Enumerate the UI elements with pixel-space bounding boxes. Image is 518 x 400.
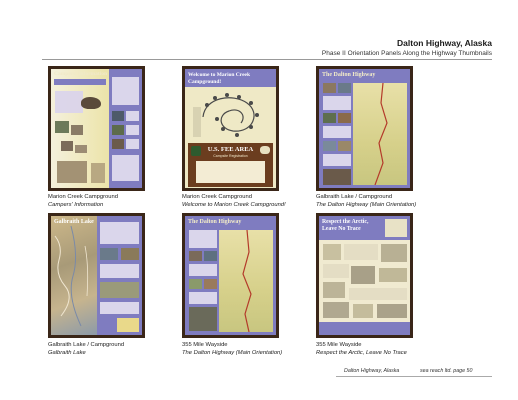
panel-title: Galbraith Lake [54, 219, 94, 225]
caption-location: 355 Mile Wayside [182, 342, 228, 348]
panel-image [319, 69, 410, 188]
fee-area-title: U.S. FEE AREA [207, 146, 254, 153]
header-rule [42, 59, 492, 60]
caption-name: Campers' Information [48, 201, 104, 208]
caption-location: Marion Creek Campground [182, 194, 252, 200]
caption-name: The Dalton Highway (Main Orientation) [316, 201, 417, 208]
thumbnail-dalton-highway-galbraith[interactable] [316, 66, 413, 191]
header-subtitle: Phase II Orientation Panels Along the Highway Thumbnails [321, 50, 492, 57]
footer-right: sea reach ltd. page 50 [420, 368, 473, 374]
footer-left: Dalton Highway, Alaska [344, 368, 400, 374]
thumbnail-dalton-highway-355[interactable] [182, 213, 279, 338]
caption-3 [316, 194, 436, 209]
caption-name: The Dalton Highway (Main Orientation) [182, 349, 283, 356]
panel-image [51, 216, 142, 335]
bear-image [81, 97, 101, 109]
route-map [219, 230, 273, 332]
route-map [353, 83, 407, 185]
panel-image [319, 216, 410, 335]
footer-rule [336, 376, 492, 377]
header-title: Dalton Highway, Alaska [397, 38, 492, 48]
thumbnail-welcome-marion-creek[interactable] [182, 66, 279, 191]
thumbnail-galbraith-lake[interactable] [48, 213, 145, 338]
thumbnail-campers-information[interactable] [48, 66, 145, 191]
caption-name: Welcome to Marion Creek Campground! [182, 201, 286, 208]
panel-title: The Dalton Highway [188, 219, 242, 225]
caption-1 [48, 194, 168, 209]
panel-image [185, 69, 276, 188]
caption-5 [182, 342, 302, 357]
fee-area-box [188, 143, 273, 187]
panel-title: Respect the Arctic, Leave No Trace [322, 219, 369, 232]
caption-location: Galbraith Lake / Campground [48, 342, 125, 348]
caption-name: Respect the Arctic, Leave No Trace [316, 349, 407, 356]
caption-2 [182, 194, 302, 209]
caption-location: Marion Creek Campground [48, 194, 118, 200]
caption-location: Galbraith Lake / Campground [316, 194, 393, 200]
panel-title: Campers' Information [54, 71, 108, 77]
thumbnail-respect-the-arctic[interactable] [316, 213, 413, 338]
panel-title: Welcome to Marion Creek Campground! [188, 72, 251, 85]
fee-area-subtitle: Campsite Registration [213, 154, 248, 158]
panel-title: The Dalton Highway [322, 72, 376, 78]
caption-location: 355 Mile Wayside [316, 342, 362, 348]
panel-image [51, 69, 142, 188]
terrain-map [51, 216, 97, 335]
caption-6 [316, 342, 436, 357]
panel-image [185, 216, 276, 335]
caption-4 [48, 342, 168, 357]
campground-map [193, 89, 273, 139]
caption-name: Galbraith Lake [48, 349, 86, 356]
